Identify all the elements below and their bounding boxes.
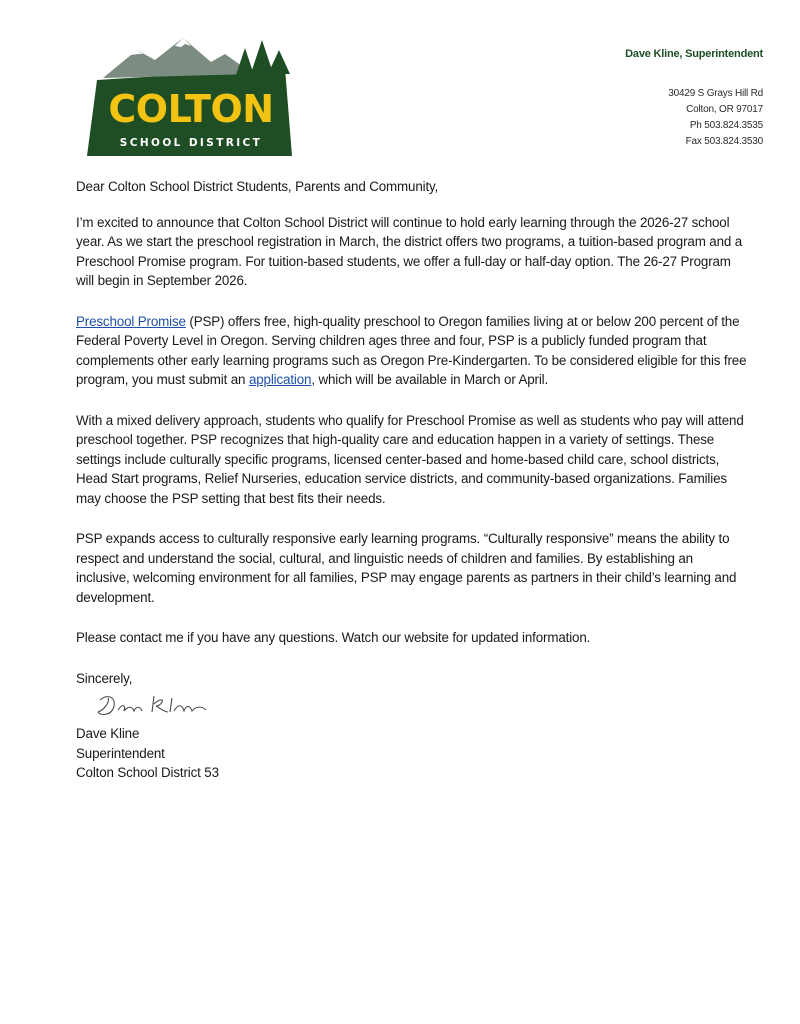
letterhead-phone: Ph 503.824.3535	[689, 120, 763, 131]
signer-organization: Colton School District 53	[76, 765, 219, 780]
paragraph-psp-ending: , which will be available in March or April.	[311, 372, 549, 387]
district-logo	[85, 38, 297, 160]
closing: Sincerely,	[76, 670, 133, 686]
letterhead-address-line2: Colton, OR 97017	[686, 104, 763, 115]
paragraph-culturally-responsive: PSP expands access to culturally responsive early learning programs. “Culturally responsive” means the ability to respect and understand the social, cultural, and linguistic needs of children and families. By establishing an inclusive, welcoming environment for all families, PSP may engage parents as partners in their child’s learning and development.	[76, 531, 737, 605]
letter-body	[76, 177, 748, 783]
paragraph-psp-text: (PSP) offers free, high-quality preschool to Oregon families living at or below 200 percent of the Federal Poverty Level in Oregon. Serving children ages three and four, PSP is a publicly funded program that complements other early learning programs such as Oregon Pre-Kindergarten. To be considered eligible for this free program, you must submit an	[76, 313, 747, 387]
signer-title: Superintendent	[76, 745, 165, 761]
closing-block	[76, 669, 748, 783]
paragraph-announcement: I’m excited to announce that Colton School District will continue to hold early learning through the 2026-27 school year. As we start the preschool registration in March, the district offers two programs, a tuition-based program and a Preschool Promise program. For tuition-based students, we offer a full-day or half-day option. The 26-27 Program will begin in September 2026.	[76, 214, 743, 288]
application-link[interactable]: application	[248, 372, 312, 387]
letterhead-contact	[625, 48, 763, 150]
paragraph-contact: Please contact me if you have any questions. Watch our website for updated information.	[76, 630, 591, 645]
salutation: Dear Colton School District Students, Parents and Community,	[76, 179, 439, 194]
paragraph-preschool-promise	[76, 312, 748, 390]
preschool-promise-link[interactable]: Preschool Promise	[76, 313, 186, 329]
letterhead-fax: Fax 503.824.3530	[685, 136, 763, 147]
logo-name: COLTON	[108, 87, 274, 131]
letterhead-address-line1: 30429 S Grays Hill Rd	[668, 88, 763, 99]
logo-subtitle: SCHOOL DISTRICT	[119, 137, 263, 149]
paragraph-mixed-delivery: With a mixed delivery approach, students who qualify for Preschool Promise as well as students who pay will attend preschool together. PSP recognizes that high-quality care and education happen in a variety of settings. These settings include culturally specific programs, licensed center-based and home-based child care, school districts, Head Start programs, Relief Nurseries, education service districts, and community-based organizations. Families may choose the PSP setting that best fits their needs.	[76, 412, 744, 506]
signature-image	[94, 690, 214, 720]
signer-name: Dave Kline	[76, 726, 140, 741]
letterhead-name: Dave Kline, Superintendent	[625, 48, 763, 60]
pine-tree-icon	[268, 50, 290, 74]
